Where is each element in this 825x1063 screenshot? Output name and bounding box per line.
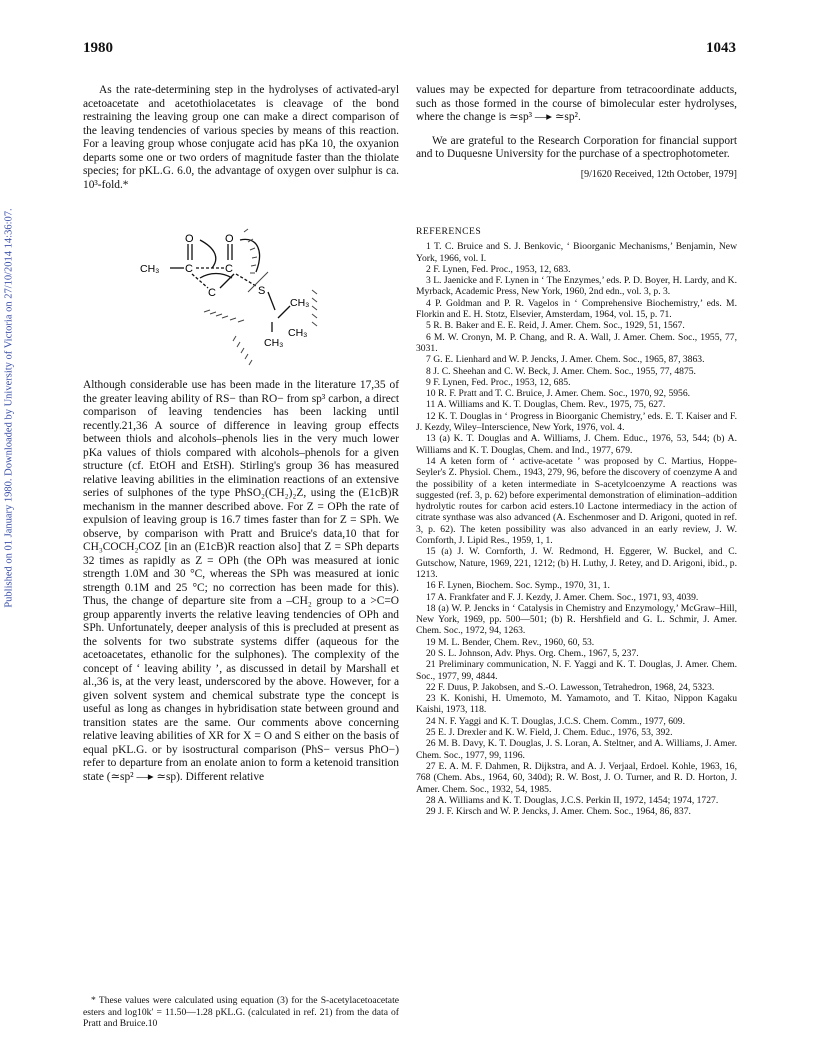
reference-item: 12 K. T. Douglas in ‘ Progress in Bioorganic Chemistry,’ eds. E. T. Kaiser and F. J. Kezdy, Wiley–Interscience, New York, 1976, vol. 4. <box>416 410 737 434</box>
reference-item: 16 F. Lynen, Biochem. Soc. Symp., 1970, 31, 1. <box>426 580 610 592</box>
reference-item: 2 F. Lynen, Fed. Proc., 1953, 12, 683. <box>426 263 571 275</box>
footnote-text: * These values were calculated using equation (3) for the S-acetylacetoacetate esters and log10k′ = 11.50—1.28 pKL.G. (calculated in ref. 21) from the data of Pratt and Bruice.10 <box>83 995 399 1029</box>
left-column-bottom <box>83 379 399 784</box>
reference-item: 17 A. Frankfater and F. J. Kezdy, J. Amer. Chem. Soc., 1971, 93, 4039. <box>426 591 699 603</box>
label-ch3-a: CH₃ <box>290 297 310 309</box>
right-column-top <box>416 84 737 181</box>
reference-item: 20 S. L. Johnson, Adv. Phys. Org. Chem., 1967, 5, 237. <box>426 647 639 659</box>
reference-item: 27 E. A. M. F. Dahmen, R. Dijkstra, and A. J. Verjaal, Erdoel. Kohle, 1963, 16, 768 (Chem. Abs., 1964, 60, 340d); R. W. Bost, J. O. Turner, and R. D. Horton, J. Amer. Chem. Soc., 1932, 54, 1985. <box>416 760 737 795</box>
reference-item: 8 J. C. Sheehan and C. W. Beck, J. Amer. Chem. Soc., 1955, 77, 4875. <box>426 365 696 377</box>
reference-item: 7 G. E. Lienhard and W. P. Jencks, J. Amer. Chem. Soc., 1965, 87, 3863. <box>426 354 705 366</box>
reference-item: 10 R. F. Pratt and T. C. Bruice, J. Amer. Chem. Soc., 1970, 92, 5956. <box>426 388 691 400</box>
references-list <box>416 241 737 817</box>
reference-item: 21 Preliminary communication, N. F. Yaggi and K. T. Douglas, J. Amer. Chem. Soc., 1977, 99, 4844. <box>416 659 737 682</box>
reference-item: 26 M. B. Davy, K. T. Douglas, J. S. Loran, A. Steltner, and A. Williams, J. Amer. Chem. Soc., 1977, 99, 1196. <box>416 738 737 761</box>
provenance-text: Published on 01 January 1980. Downloaded by University of Victoria on 27/10/2014 14:36:07. <box>3 208 15 608</box>
reference-item: 4 P. Goldman and P. R. Vagelos in ‘ Comprehensive Biochemistry,’ eds. M. Florkin and E. H. Stotz, Elsevier, Amsterdam, 1964, vol. 15, p. 71. <box>416 297 737 321</box>
reference-item: 3 L. Jaenicke and F. Lynen in ‘ The Enzymes,’ eds. P. D. Boyer, H. Lardy, and K. Myrback, Academic Press, New York, 1960, 2nd edn., vol. 3, p. 3. <box>416 275 737 298</box>
label-ch3-c: CH₃ <box>264 337 284 349</box>
reference-item: 19 M. L. Bender, Chem. Rev., 1960, 60, 53. <box>426 636 595 648</box>
atom-s: S <box>258 285 266 297</box>
label-ch3-b: CH₃ <box>288 327 308 339</box>
reference-item: 5 R. B. Baker and E. E. Reid, J. Amer. Chem. Soc., 1929, 51, 1567. <box>426 320 685 332</box>
provenance-sidebar <box>2 128 16 688</box>
header-year: 1980 <box>83 40 113 56</box>
atom-c-2: C <box>225 263 233 275</box>
header-page-number: 1043 <box>706 40 736 56</box>
label-ch3-left: CH₃ <box>140 263 160 275</box>
reference-item: 1 T. C. Bruice and S. J. Benkovic, ‘ Bioorganic Mechanisms,’ Benjamin, New York, 1966, vol. I. <box>416 241 737 264</box>
reference-item: 15 (a) J. W. Cornforth, J. W. Redmond, H. Eggerer, W. Buckel, and C. Gutschow, Nature, 1969, 221, 1212; (b) H. Luthy, J. Retey, and D. Arigoni, ibid., p. 1213. <box>416 546 737 580</box>
reference-item: 6 M. W. Cronyn, M. P. Chang, and R. A. Wall, J. Amer. Chem. Soc., 1955, 77, 3031. <box>416 331 737 354</box>
paragraph-leaving-ability-discussion: Although considerable use has been made in the literature 17,35 of the greater leaving ability of RS− than RO− from sp³ carbon, a direct comparison of leaving tendencies has been lacking until recently.21,36 A source of difference in leaving group effects between thiols and alcohols–phenols lies in the very much lower pKa values of thiols compared with alcohols–phenols for a given structure (cf. EtOH and EtSH). Stirling's group 36 has measured relative leaving abilities in the elimination reactions of an extensive series of sulphones of the type PhSO₂(CH₂)₂Z, using the (E1cB)R mechanism in the manner described above. For Z = OPh the rate of expulsion of leaving group is 16.7 times faster than for Z = SPh. We observe, by comparison with Pratt and Bruice's data,10 that for CH₃COCH₂COZ [in an (E1cB)R reaction also] that Z = SPh departs 32 times as rapidly as Z = OPh (the OPh was measured at ionic strength 1.0M and 30 °C, whereas the SPh was measured at ionic strength 0.1M and 25 °C; no correction has been made for this). Thus, the change of departure site from a –CH₂ group to a >C=O group apparently inverts the relative leaving tendencies of OPh and SPh. Unfortunately, deeper analysis of this is precluded at present as the solvents for two substrate systems differ (aqueous for the acetoacetates, ethanolic for the sulphones). The complexity of the concept of ‘ leaving ability ’, as discussed in detail by Marshall et al.,36 is, at the very least, underscored by the above. However, for a given solvent system and chemical substrate type the concept is useful as long as changes in hybridisation state between ground and transition states are the same. Our comments above concerning relative leaving abilities of XR for X = O and S either on the basis of equal pKL.G. or by isostructural comparison (PhS− versus PhO−) refer to departure from an enolate anion to form a ketenoid transition state (≃sp² —▸ ≃sp). Different relative <box>83 379 399 783</box>
atom-o-2: O <box>225 233 234 245</box>
reference-item: 28 A. Williams and K. T. Douglas, J.C.S. Perkin II, 1972, 1454; 1974, 1727. <box>426 794 719 806</box>
paragraph-tetracoordinate: values may be expected for departure from tetracoordinate adducts, such as those formed in the course of bimolecular ester hydrolyses, where the change is ≃sp³ —▸ ≃sp². <box>416 84 737 123</box>
reference-item: 13 (a) K. T. Douglas and A. Williams, J. Chem. Educ., 1976, 53, 544; (b) A. Williams and K. T. Douglas, Chem. and Ind., 1977, 679. <box>416 433 737 456</box>
reference-item: 22 F. Duus, P. Jakobsen, and S.-O. Lawesson, Tetrahedron, 1968, 24, 5323. <box>426 681 715 693</box>
received-date: [9/1620 Received, 12th October, 1979] <box>580 168 737 180</box>
left-column-top <box>83 84 399 192</box>
reference-item: 29 J. F. Kirsch and W. P. Jencks, J. Amer. Chem. Soc., 1964, 86, 837. <box>426 806 691 818</box>
references-section <box>416 226 737 817</box>
footnote <box>83 995 399 1030</box>
reference-item: 11 A. Williams and K. T. Douglas, Chem. Rev., 1975, 75, 627. <box>426 399 666 411</box>
paragraph-leaving-tendencies: As the rate-determining step in the hydrolyses of activated-aryl acetoacetate and acetothiolacetates is cleavage of the bond restraining the leaving group one can make a direct comparison of the leaving tendencies of various species by means of this reaction. For a leaving group whose conjugate acid has pKa 10, the oxyanion departs some one or two orders of magnitude faster than the thiolate species; for pKL.G. 6.0, the advantage of oxygen over sulphur is ca. 10³-fold.* <box>83 84 399 191</box>
atom-o-1: O <box>185 233 194 245</box>
acknowledgements: We are grateful to the Research Corporation for financial support and to Duquesne University for the purchase of a spectrophotometer. <box>416 134 737 160</box>
reference-item: 18 (a) W. P. Jencks in ‘ Catalysis in Chemistry and Enzymology,’ McGraw–Hill, New York, 1969, pp. 500—501; (b) R. Hershfield and G. L. Schmir, J. Amer. Chem. Soc., 1972, 94, 1263. <box>416 602 737 637</box>
ketene-transition-state-structure <box>140 228 350 376</box>
reference-item: 23 K. Konishi, H. Umemoto, M. Yamamoto, and T. Kitao, Nippon Kagaku Kaishi, 1973, 118. <box>416 693 737 716</box>
reference-item: 14 A keten form of ‘ active-acetate ’ was proposed by C. Martius, Hoppe-Seyler's Z. Physiol. Chem., 1943, 279, 96, before the discovery of coenzyme A and the possibility of a keten intermediate in S-acetylcoenzyme A reactions was suggested (ref. 3, p. 62) before experimental demonstration of elimination–addition hydrolytic routes for carbon acid esters.10 Lactone intermediacy in the action of citrate synthase was also advanced (A. Eschenmoser and D. Arigoni, quoted in ref. 3, p. 62). The keten possibility was also advanced in an early review, J. W. Cornforth, J. Lipid Res., 1959, 1, 1. <box>416 455 737 547</box>
reference-item: 9 F. Lynen, Fed. Proc., 1953, 12, 685. <box>426 376 571 388</box>
atom-c-1: C <box>185 263 193 275</box>
reference-item: 25 E. J. Drexler and K. W. Field, J. Chem. Educ., 1976, 53, 392. <box>426 727 673 739</box>
reference-item: 24 N. F. Yaggi and K. T. Douglas, J.C.S. Chem. Comm., 1977, 609. <box>426 715 685 727</box>
atom-c-3: C <box>208 287 216 299</box>
references-heading: REFERENCES <box>416 226 482 237</box>
